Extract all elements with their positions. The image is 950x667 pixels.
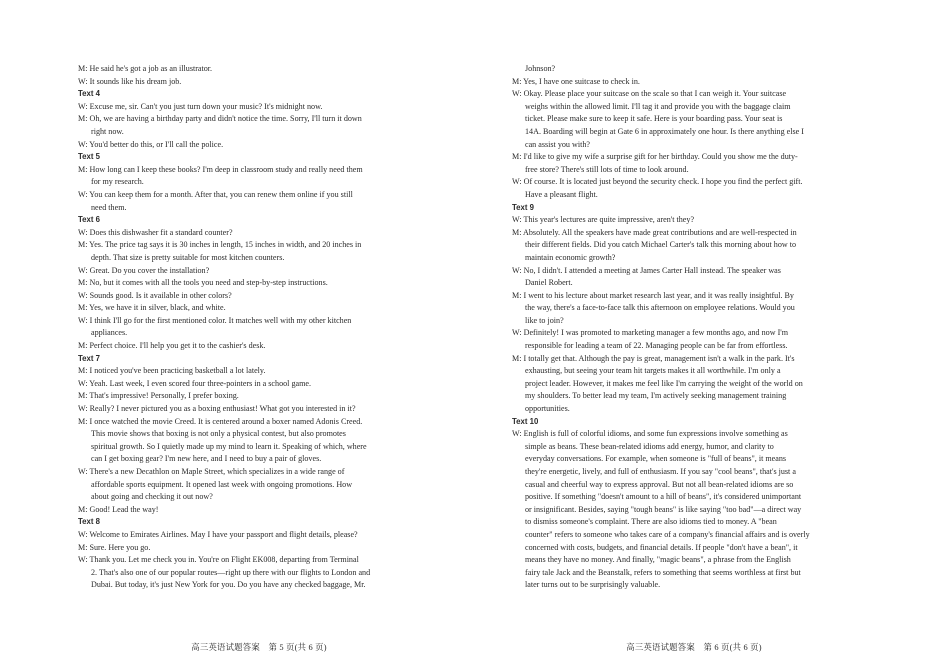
transcript-line: W: You can keep them for a month. After that, you can renew them online if you still <box>78 189 353 199</box>
transcript-line: M: I went to his lecture about market research last year, and it was really insightful. By <box>512 290 794 300</box>
section-heading: Text 8 <box>78 517 100 527</box>
transcript-line: their different fields. Did you catch Michael Carter's talk this morning about how to <box>525 240 797 250</box>
transcript-line: M: Oh, we are having a birthday party and didn't notice the time. Sorry, I'll turn it down <box>78 114 362 124</box>
section-heading: Text 5 <box>78 152 100 162</box>
transcript-line: W: You'd better do this, or I'll call the police. <box>78 139 224 149</box>
transcript-line: exhausting, but seeing your team hit targets makes it all worthwhile. I'm only a <box>525 366 781 376</box>
transcript-line: positive. If something "doesn't amount to a hill of beans", it's considered unimportant <box>525 492 802 502</box>
transcript-line: everyday conversations. For example, when someone is "full of beans", it means <box>525 454 787 464</box>
transcript-line: for my research. <box>91 177 144 187</box>
transcript-line: W: It sounds like his dream job. <box>78 76 182 86</box>
transcript-line: affordable sports equipment. It opened last week with ongoing promotions. How <box>91 479 353 489</box>
section-heading: Text 6 <box>78 215 100 225</box>
transcript-line: free store? There's still lots of time to look around. <box>525 164 689 174</box>
transcript-line: W: There's a new Decathlon on Maple Street, which specializes in a wide range of <box>78 467 345 476</box>
section-heading: Text 10 <box>512 416 539 426</box>
transcript-line: W: Sounds good. Is it available in other colors? <box>78 290 232 300</box>
transcript-line: ticket. Please make sure to keep it safe. Here is your boarding pass. Your seat is <box>525 114 783 124</box>
transcript-line: Johnson? <box>525 64 556 73</box>
left-page-column <box>78 0 440 667</box>
transcript-line: W: Excuse me, sir. Can't you just turn down your music? It's midnight now. <box>78 101 323 111</box>
transcript-line: maintain economic growth? <box>525 252 616 262</box>
right-page-column <box>512 0 876 667</box>
transcript-line: or insignificant. Besides, saying "tough beans" is like saying "too bad"—a direct way <box>525 504 802 514</box>
right-page-text <box>512 63 876 592</box>
transcript-line: W: Of course. It is located just beyond the security check. I hope you find the perfect gift. <box>512 177 803 187</box>
left-page-text <box>78 63 440 592</box>
transcript-line: Have a pleasant flight. <box>525 189 598 199</box>
transcript-line: M: Yes. The price tag says it is 30 inches in length, 15 inches in width, and 20 inches in <box>78 240 362 250</box>
transcript-line: M: Perfect choice. I'll help you get it to the cashier's desk. <box>78 341 266 351</box>
transcript-line: M: Good! Lead the way! <box>78 504 159 514</box>
transcript-line: M: I totally get that. Although the pay is great, management isn't a walk in the park. It's <box>512 353 795 363</box>
right-page-footer: 高三英语试题答案 第 6 页(共 6 页) <box>626 643 762 652</box>
transcript-line: W: No, I didn't. I attended a meeting at James Carter Hall instead. The speaker was <box>512 265 781 275</box>
transcript-line: concerned with costs, budgets, and financial details. If people "don't have a bean", it <box>525 542 798 552</box>
transcript-line: simple as beans. These bean-related idioms add energy, humor, and clarity to <box>525 441 774 451</box>
transcript-line: right now. <box>91 126 124 136</box>
transcript-line: can assist you with? <box>525 139 590 149</box>
transcript-line: casual and cheerful way to express approval. But not all bean-related idioms are so <box>525 479 794 489</box>
transcript-line: the way, there's a face-to-face talk this afternoon on employee relations. Would you <box>525 303 795 313</box>
transcript-line: W: Welcome to Emirates Airlines. May I have your passport and flight details, please? <box>78 529 358 539</box>
transcript-line: depth. That size is pretty suitable for most kitchen counters. <box>91 252 285 262</box>
transcript-line: W: Great. Do you cover the installation? <box>78 265 210 275</box>
transcript-line: need them. <box>91 202 127 212</box>
section-heading: Text 7 <box>78 353 100 363</box>
transcript-line: W: Thank you. Let me check you in. You're on Flight EK008, departing from Terminal <box>78 555 359 565</box>
transcript-line: M: No, but it comes with all the tools you need and step-by-step instructions. <box>78 278 328 288</box>
transcript-line: W: This year's lectures are quite impressive, aren't they? <box>512 215 695 225</box>
transcript-line: opportunities. <box>525 404 570 414</box>
transcript-line: M: I noticed you've been practicing basketball a lot lately. <box>78 366 266 376</box>
section-heading: Text 9 <box>512 202 534 212</box>
transcript-line: later turns out to be surprisingly valuable. <box>525 580 661 590</box>
transcript-line: M: I once watched the movie Creed. It is centered around a boxer named Adonis Creed. <box>78 416 363 426</box>
transcript-line: Daniel Robert. <box>525 278 573 288</box>
transcript-line: This movie shows that boxing is not only a physical contest, but also promotes <box>91 429 346 439</box>
transcript-line: can I get boxing gear? I'm new here, and I need to buy a pair of gloves. <box>91 454 322 464</box>
transcript-line: appliances. <box>91 328 128 338</box>
transcript-line: project leader. However, it makes me feel like I'm carrying the weight of the world on <box>525 378 803 388</box>
transcript-line: fairy tale Jack and the Beanstalk, refers to something that seems worthless at first but <box>525 567 801 577</box>
transcript-line: to dismiss someone's complaint. There are also idioms tied to money. A "bean <box>525 517 777 527</box>
transcript-line: M: Yes, I have one suitcase to check in. <box>512 76 640 86</box>
transcript-line: like to join? <box>525 315 564 325</box>
transcript-line: W: English is full of colorful idioms, and some fun expressions involve something as <box>512 429 788 439</box>
left-page-footer: 高三英语试题答案 第 5 页(共 6 页) <box>191 643 327 652</box>
transcript-line: M: That's impressive! Personally, I prefer boxing. <box>78 391 239 401</box>
transcript-line: M: He said he's got a job as an illustrator. <box>78 64 213 73</box>
transcript-line: W: Okay. Please place your suitcase on the scale so that I can weigh it. Your suitcase <box>512 89 787 99</box>
transcript-line: W: Definitely! I was promoted to marketing manager a few months ago, and now I'm <box>512 328 789 338</box>
transcript-line: responsible for leading a team of 22. Managing people can be far from effortless. <box>525 341 788 351</box>
transcript-line: W: Does this dishwasher fit a standard counter? <box>78 227 233 237</box>
transcript-line: M: How long can I keep these books? I'm deep in classroom study and really need them <box>78 164 363 174</box>
transcript-line: M: I'd like to give my wife a surprise gift for her birthday. Could you show me the duty- <box>512 152 798 162</box>
transcript-line: 14A. Boarding will begin at Gate 6 in approximately one hour. Is there anything else I <box>525 126 804 136</box>
transcript-line: spiritual growth. So I quietly made up my mind to learn it. Speaking of which, where <box>91 441 367 451</box>
transcript-line: W: I think I'll go for the first mentioned color. It matches well with my other kitchen <box>78 315 352 325</box>
transcript-line: Dubai. But today, it's just New York for you. Do you have any checked baggage, Mr. <box>91 580 366 590</box>
transcript-line: M: Sure. Here you go. <box>78 542 151 552</box>
transcript-line: W: Yeah. Last week, I even scored four three-pointers in a school game. <box>78 378 311 388</box>
transcript-line: 2. That's also one of our popular routes—right up there with our flights to London and <box>91 567 371 577</box>
transcript-line: counter" refers to someone who takes care of a company's financial affairs and is overly <box>525 529 810 539</box>
transcript-line: about going and checking it out now? <box>91 492 213 502</box>
transcript-line: means they have no money. And finally, "magic beans", a phrase from the English <box>525 555 791 565</box>
transcript-line: they're energetic, lively, and full of enthusiasm. If you say "cool beans", that's just a <box>525 467 796 476</box>
transcript-line: M: Yes, we have it in silver, black, and white. <box>78 303 226 313</box>
transcript-line: my shoulders. To better lead my team, I'm actively seeking management training <box>525 391 787 401</box>
section-heading: Text 4 <box>78 89 100 99</box>
transcript-line: M: Absolutely. All the speakers have made great contributions and are well-respected in <box>512 227 797 237</box>
transcript-line: W: Really? I never pictured you as a boxing enthusiast! What got you interested in it? <box>78 404 356 414</box>
transcript-line: weighs within the allowed limit. I'll tag it and provide you with the baggage claim <box>525 101 791 111</box>
